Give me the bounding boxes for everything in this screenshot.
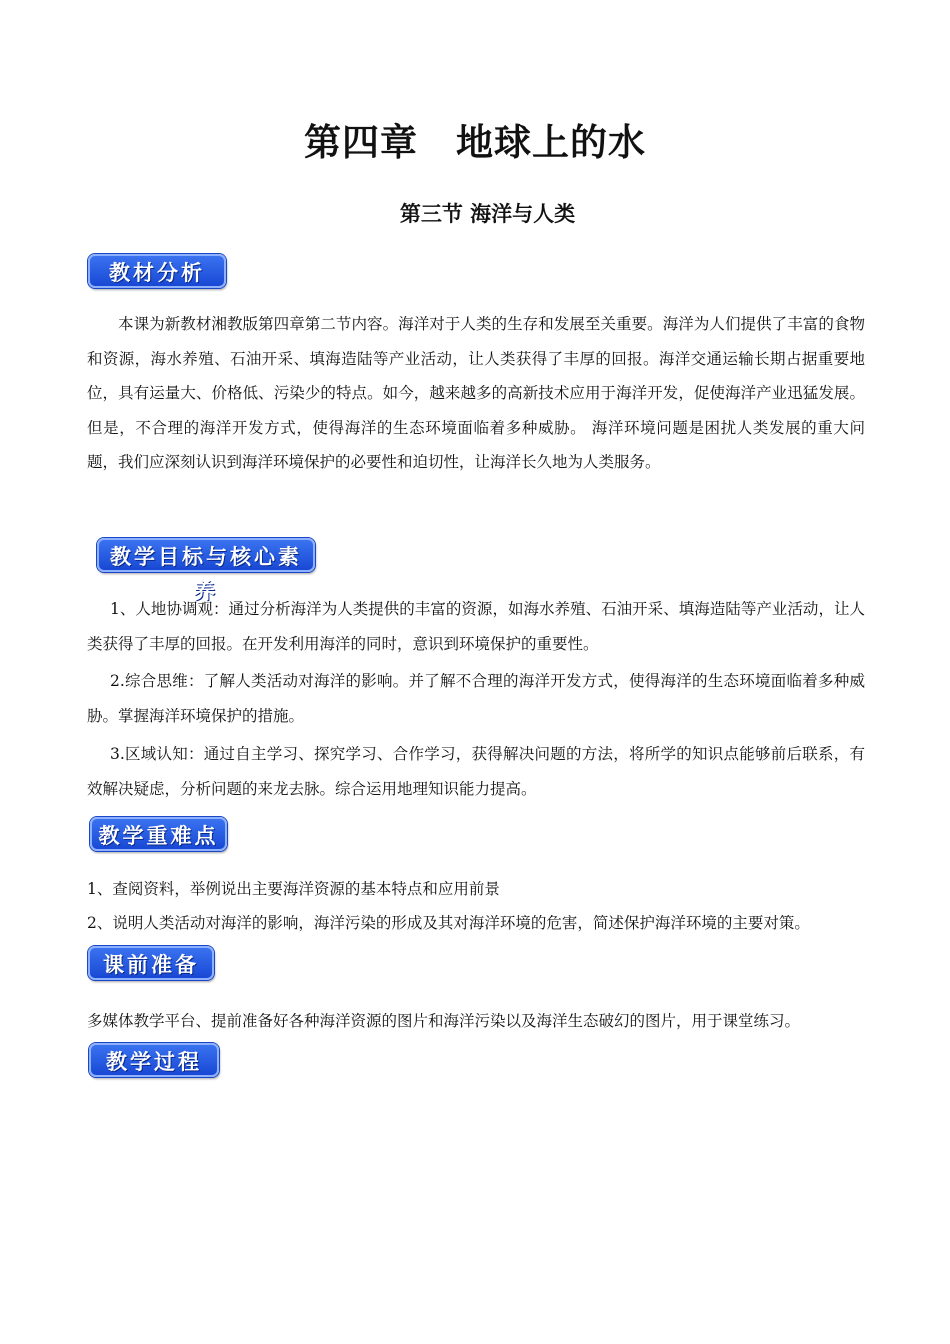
heading-badge-key-points: 教学重难点 bbox=[90, 817, 227, 851]
section-title: 第三节 海洋与人类 bbox=[399, 202, 576, 226]
heading-badge-analysis: 教材分析 bbox=[88, 254, 226, 288]
key-point-item-1: 1、查阅资料，举例说出主要海洋资源的基本特点和应用前景 bbox=[87, 880, 500, 898]
heading-badge-objectives: 教学目标与核心素养 bbox=[97, 538, 315, 572]
objective-item-2: 2.综合思维：了解人类活动对海洋的影响。并了解不合理的海洋开发方式，使得海洋的生态环境面临着多种威胁。掌握海洋环境保护的措施。 bbox=[87, 672, 865, 725]
chapter-title: 第四章 地球上的水 bbox=[304, 121, 646, 164]
analysis-paragraph: 本课为新教材湘教版第四章第二节内容。海洋对于人类的生存和发展至关重要。海洋为人们提供了丰富的食物和资源，海水养殖、石油开采、填海造陆等产业活动，让人类获得了丰厚的回报。海洋交通运输长期占据重要地位，具有运量大、价格低、污染少的特点。如今，越来越多的高新技术应用于海洋开发，促使海洋产业迅猛发展。但是，不合理的海洋开发方式，使得海洋的生态环境面临着多种威胁。 海洋环境问题是困扰人类发展的重大问题，我们应深刻认识到海洋环境保护的必要性和迫切性，让海洋长久地为人类服务。 bbox=[87, 315, 865, 471]
objective-item-1: 1、人地协调观：通过分析海洋为人类提供的丰富的资源，如海水养殖、石油开采、填海造陆等产业活动，让人类获得了丰厚的回报。在开发利用海洋的同时，意识到环境保护的重要性。 bbox=[87, 600, 865, 653]
heading-badge-preparation: 课前准备 bbox=[88, 946, 214, 980]
heading-badge-process: 教学过程 bbox=[89, 1043, 219, 1077]
objective-item-3: 3.区域认知：通过自主学习、探究学习、合作学习，获得解决问题的方法，将所学的知识点能够前后联系，有效解决疑虑，分析问题的来龙去脉。综合运用地理知识能力提高。 bbox=[87, 745, 865, 798]
preparation-paragraph: 多媒体教学平台、提前准备好各种海洋资源的图片和海洋污染以及海洋生态破幻的图片，用于课堂练习。 bbox=[87, 1012, 801, 1030]
key-point-item-2: 2、说明人类活动对海洋的影响，海洋污染的形成及其对海洋环境的危害，简述保护海洋环境的主要对策。 bbox=[87, 914, 810, 932]
